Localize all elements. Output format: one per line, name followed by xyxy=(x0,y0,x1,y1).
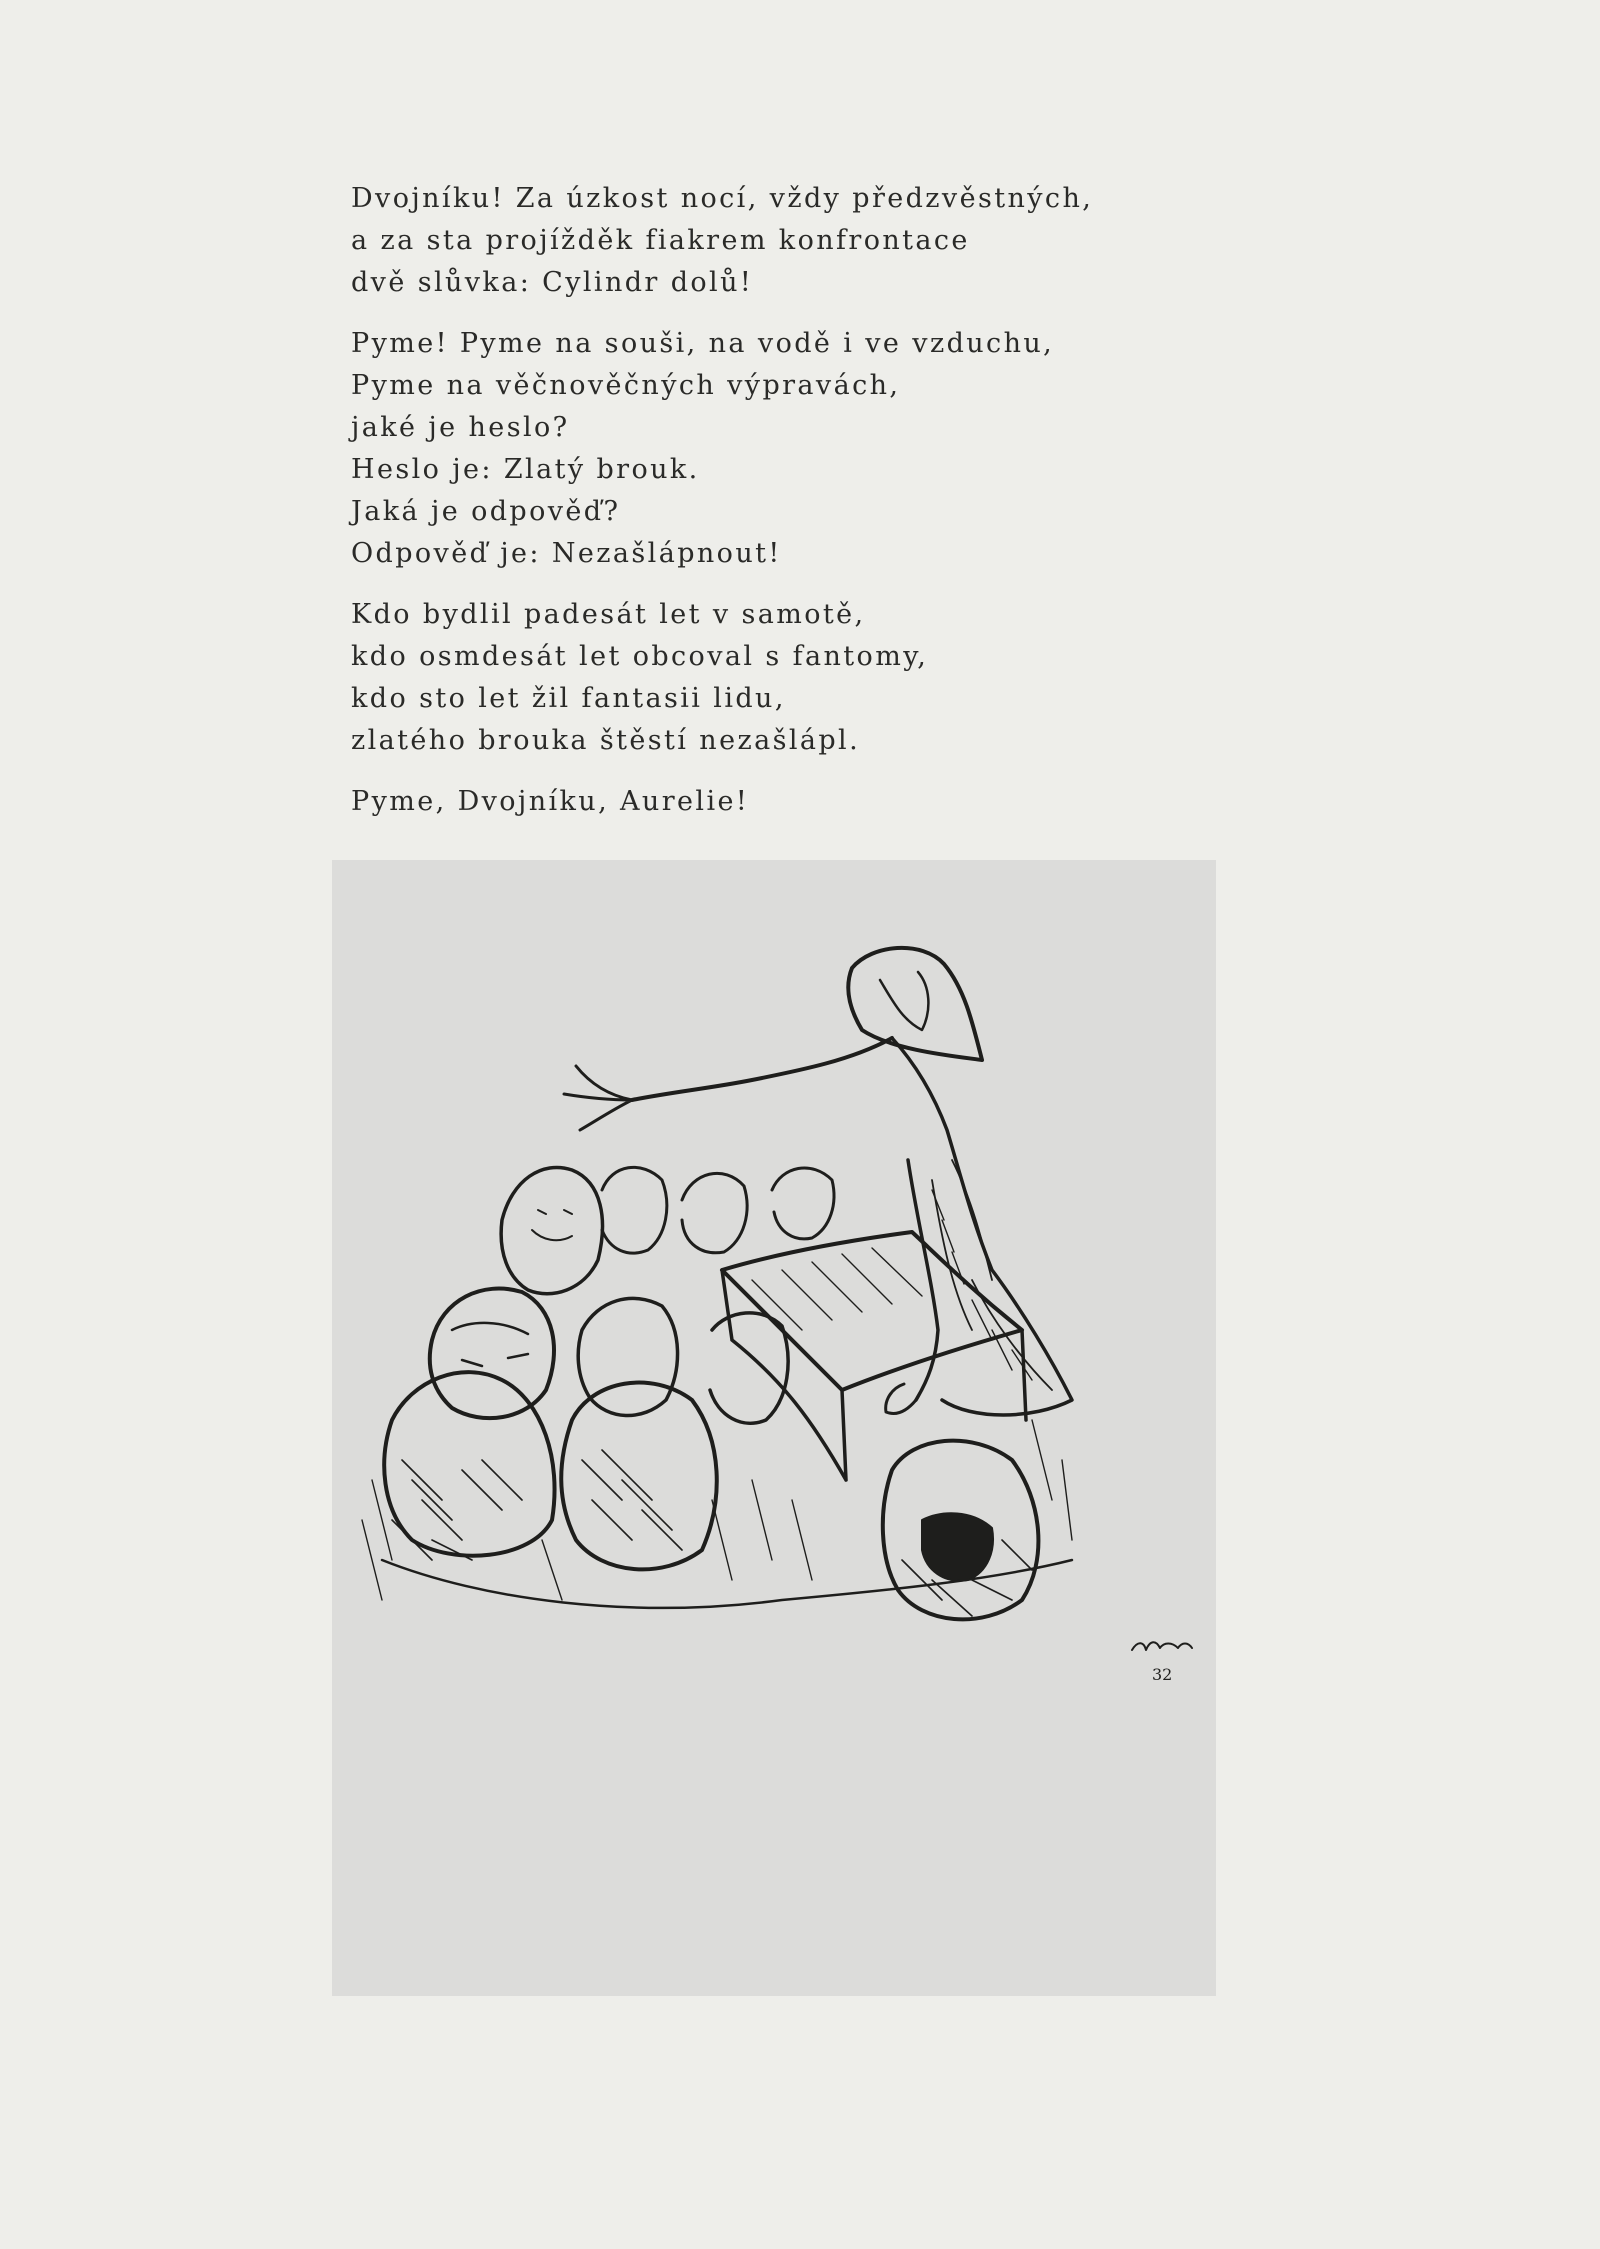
poem-line: Jaká je odpověď? xyxy=(351,496,621,527)
stanza-4 xyxy=(351,781,1251,823)
poem-line: Pyme, Dvojníku, Aurelie! xyxy=(351,786,750,817)
poem-line: Pyme na věčnověčných výpravách, xyxy=(351,370,901,401)
stanza-2 xyxy=(351,323,1251,575)
illustration-drawing xyxy=(332,860,1216,1996)
poem-line: dvě slůvka: Cylindr dolů! xyxy=(351,267,754,298)
poem-line: Heslo je: Zlatý brouk. xyxy=(351,454,700,485)
poem-line: kdo sto let žil fantasii lidu, xyxy=(351,683,786,714)
artist-signature xyxy=(1132,1642,1192,1650)
poem xyxy=(351,178,1251,842)
signature-year: 32 xyxy=(1152,1665,1173,1684)
poem-line: a za sta projížděk fiakrem konfrontace xyxy=(351,225,970,256)
poem-line: kdo osmdesát let obcoval s fantomy, xyxy=(351,641,929,672)
poem-line: zlatého brouka štěstí nezašlápl. xyxy=(351,725,861,756)
poem-line: Dvojníku! Za úzkost nocí, vždy předzvěstných, xyxy=(351,183,1094,214)
poem-line: Odpověď je: Nezašlápnout! xyxy=(351,538,782,569)
stanza-3 xyxy=(351,594,1251,762)
crowd xyxy=(362,1167,1072,1619)
poem-line: Kdo bydlil padesát let v samotě, xyxy=(351,599,866,630)
poem-line: jaké je heslo? xyxy=(351,412,570,443)
standing-woman xyxy=(564,948,1072,1415)
stanza-1 xyxy=(351,178,1251,304)
poem-line: Pyme! Pyme na souši, na vodě i ve vzduchu, xyxy=(351,328,1055,359)
ink-illustration xyxy=(332,860,1216,1996)
